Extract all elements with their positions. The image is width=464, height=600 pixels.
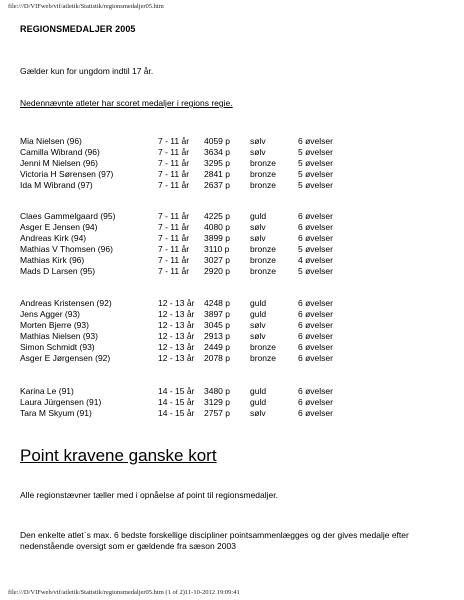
medal-row (20, 320, 440, 331)
points: 3295 p (204, 158, 230, 168)
athlete-name: Mia Nielsen (96) (20, 136, 82, 146)
medal: guld (250, 298, 267, 308)
medal: sølv (250, 136, 266, 146)
athlete-name: Simon Schmidt (93) (20, 342, 95, 352)
medal-row (20, 298, 440, 309)
points: 3899 p (204, 233, 230, 243)
medal: sølv (250, 147, 266, 157)
medal: bronze (250, 244, 276, 254)
medal: bronze (250, 169, 276, 179)
medal-row (20, 158, 440, 169)
event-count: 6 øvelser (298, 211, 333, 221)
rules-paragraph-1: Alle regionstævner tæller med i opnåelse af point til regionsmedaljer. (20, 490, 278, 500)
athlete-name: Andreas Kristensen (92) (20, 298, 112, 308)
medal: guld (250, 211, 267, 221)
medal: guld (250, 397, 267, 407)
medal-row (20, 255, 440, 266)
points: 3480 p (204, 386, 230, 396)
points: 3110 p (204, 244, 230, 254)
athlete-name: Jenni M Nielsen (96) (20, 158, 98, 168)
event-count: 6 øvelser (298, 353, 333, 363)
event-count: 6 øvelser (298, 397, 333, 407)
points: 4248 p (204, 298, 230, 308)
age-class: 12 - 13 år (158, 331, 195, 341)
athlete-name: Mathias Nielsen (93) (20, 331, 98, 341)
medal: sølv (250, 331, 266, 341)
points: 2913 p (204, 331, 230, 341)
medal-row (20, 266, 440, 277)
athlete-name: Morten Bjerre (93) (20, 320, 89, 330)
age-class: 7 - 11 år (158, 211, 190, 221)
event-count: 5 øvelser (298, 169, 333, 179)
age-class: 12 - 13 år (158, 320, 195, 330)
age-class: 7 - 11 år (158, 147, 190, 157)
medal-group-12-13 (20, 298, 440, 364)
event-count: 5 øvelser (298, 266, 333, 276)
athlete-name: Karina Le (91) (20, 386, 74, 396)
medal-row (20, 147, 440, 158)
event-count: 5 øvelser (298, 147, 333, 157)
medal-row (20, 386, 440, 397)
event-count: 6 øvelser (298, 233, 333, 243)
medal-row (20, 309, 440, 320)
medal-row (20, 342, 440, 353)
athlete-name: Jens Agger (93) (20, 309, 81, 319)
event-count: 5 øvelser (298, 180, 333, 190)
event-count: 6 øvelser (298, 298, 333, 308)
points: 3045 p (204, 320, 230, 330)
age-class: 7 - 11 år (158, 180, 190, 190)
points: 3027 p (204, 255, 230, 265)
athlete-name: Camilla Wibrand (96) (20, 147, 100, 157)
athlete-name: Mathias V Thomsen (96) (20, 244, 113, 254)
age-class: 7 - 11 år (158, 136, 190, 146)
event-count: 6 øvelser (298, 331, 333, 341)
age-class: 7 - 11 år (158, 169, 190, 179)
athlete-name: Andreas Kirk (94) (20, 233, 87, 243)
section-title: Point kravene ganske kort (20, 446, 217, 465)
event-count: 5 øvelser (298, 158, 333, 168)
medal: bronze (250, 255, 276, 265)
age-class: 14 - 15 år (158, 408, 195, 418)
subheading: Nedennævnte atleter har scoret medaljer i regions regie. (20, 98, 233, 108)
age-class: 7 - 11 år (158, 244, 190, 254)
event-count: 6 øvelser (298, 320, 333, 330)
medal-row (20, 169, 440, 180)
age-class: 14 - 15 år (158, 386, 195, 396)
age-class: 12 - 13 år (158, 309, 195, 319)
age-class: 12 - 13 år (158, 342, 195, 352)
medal: sølv (250, 408, 266, 418)
medal-row (20, 331, 440, 342)
medal: bronze (250, 353, 276, 363)
medal: guld (250, 386, 267, 396)
event-count: 6 øvelser (298, 342, 333, 352)
athlete-name: Asger E Jørgensen (92) (20, 353, 111, 363)
medal-group-14-15 (20, 386, 440, 419)
medal-group-boys-7-11 (20, 211, 440, 277)
medal: sølv (250, 320, 266, 330)
medal-row (20, 211, 440, 222)
athlete-name: Ida M Wibrand (97) (20, 180, 93, 190)
medal: bronze (250, 342, 276, 352)
event-count: 4 øvelser (298, 255, 333, 265)
medal: sølv (250, 222, 266, 232)
medal-row (20, 397, 440, 408)
athlete-name: Tara M Skyum (91) (20, 408, 92, 418)
medal-group-girls-7-11 (20, 136, 440, 191)
print-header-url: file:///D/VIFweb/vif/atletik/Statistik/regionsmedaljer05.htm (8, 3, 164, 10)
event-count: 6 øvelser (298, 136, 333, 146)
medal-row (20, 244, 440, 255)
age-class: 12 - 13 år (158, 298, 195, 308)
age-class: 12 - 13 år (158, 353, 195, 363)
event-count: 5 øvelser (298, 244, 333, 254)
athlete-name: Laura Jürgensen (91) (20, 397, 102, 407)
rules-paragraph-2: Den enkelte atlet`s max. 6 bedste forskellige discipliner pointsammenlægges og der gives medalje efter nedenstående oversigt som er gældende fra sæson 2003 (20, 530, 409, 551)
points: 2841 p (204, 169, 230, 179)
medal-row (20, 180, 440, 191)
medal: bronze (250, 266, 276, 276)
print-footer: file:///D/VIFweb/vif/atletik/Statistik/regionsmedaljer05.htm (1 of 2)11-10-2012 19:09:41 (8, 589, 240, 596)
medal-row (20, 408, 440, 419)
athlete-name: Asger E Jensen (94) (20, 222, 98, 232)
points: 4080 p (204, 222, 230, 232)
event-count: 6 øvelser (298, 309, 333, 319)
age-class: 7 - 11 år (158, 222, 190, 232)
points: 2449 p (204, 342, 230, 352)
medal-row (20, 136, 440, 147)
athlete-name: Mathias Kirk (96) (20, 255, 85, 265)
athlete-name: Mads D Larsen (95) (20, 266, 96, 276)
age-class: 7 - 11 år (158, 266, 190, 276)
event-count: 6 øvelser (298, 222, 333, 232)
points: 4059 p (204, 136, 230, 146)
medal: guld (250, 309, 267, 319)
medal-row (20, 353, 440, 364)
age-class: 7 - 11 år (158, 158, 190, 168)
athlete-name: Victoria H Sørensen (97) (20, 169, 114, 179)
athlete-name: Claes Gammelgaard (95) (20, 211, 116, 221)
points: 2637 p (204, 180, 230, 190)
points: 2920 p (204, 266, 230, 276)
page-title: REGIONSMEDALJER 2005 (20, 24, 136, 34)
points: 3634 p (204, 147, 230, 157)
age-class: 7 - 11 år (158, 255, 190, 265)
points: 3897 p (204, 309, 230, 319)
age-class: 14 - 15 år (158, 397, 195, 407)
medal: bronze (250, 158, 276, 168)
medal-row (20, 233, 440, 244)
points: 2078 p (204, 353, 230, 363)
medal-row (20, 222, 440, 233)
intro-text: Gælder kun for ungdom indtil 17 år. (20, 66, 154, 76)
points: 4225 p (204, 211, 230, 221)
points: 3129 p (204, 397, 230, 407)
medal: bronze (250, 180, 276, 190)
points: 2757 p (204, 408, 230, 418)
event-count: 6 øvelser (298, 386, 333, 396)
medal: sølv (250, 233, 266, 243)
event-count: 6 øvelser (298, 408, 333, 418)
age-class: 7 - 11 år (158, 233, 190, 243)
